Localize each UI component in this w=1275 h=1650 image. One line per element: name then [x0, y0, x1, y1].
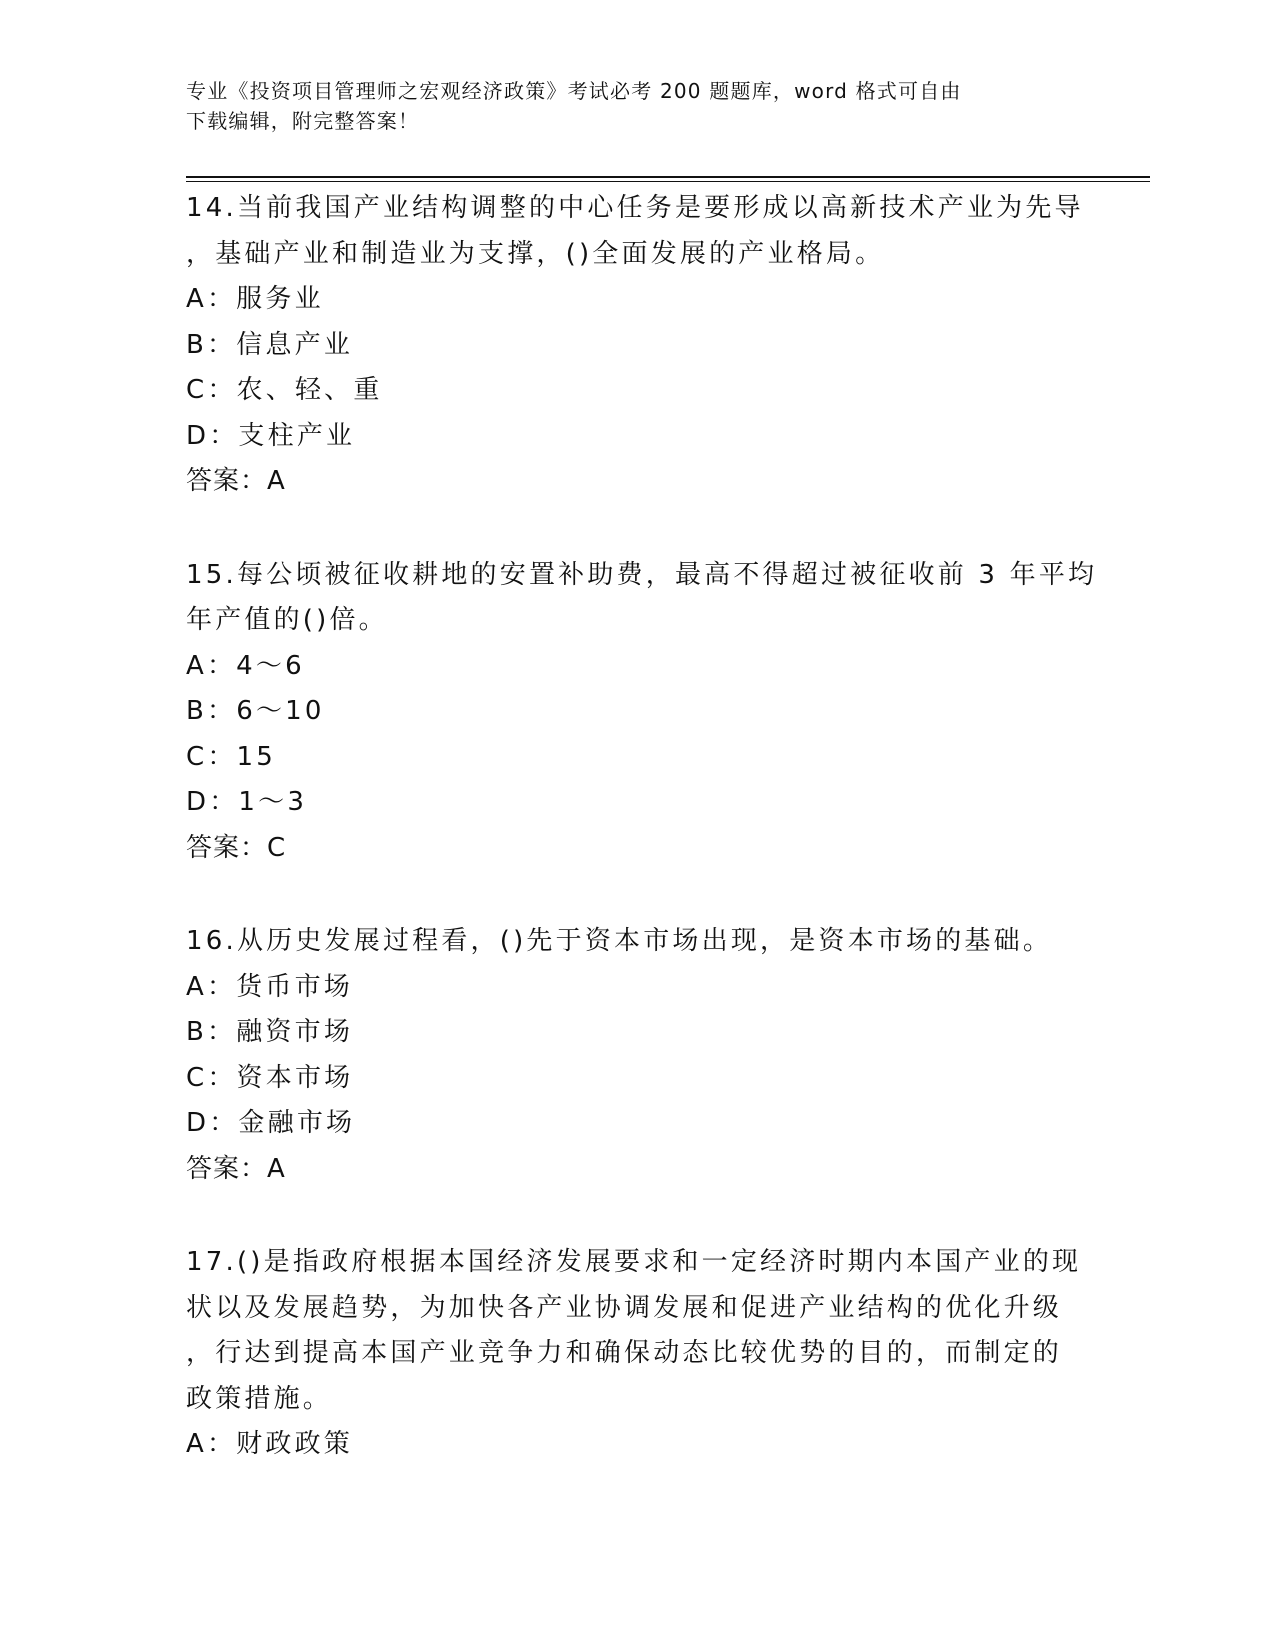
- document-header: [186, 76, 1066, 136]
- answer-value: A: [267, 1153, 286, 1184]
- answer-option: B：融资市场: [186, 1017, 354, 1047]
- answer-option: B：信息产业: [186, 329, 354, 360]
- answer-label: 答案：: [186, 1153, 268, 1184]
- answer-option: D：金融市场: [186, 1108, 356, 1138]
- answer-option: D：支柱产业: [186, 420, 356, 451]
- question-block: [186, 1240, 1086, 1468]
- question-list: [186, 186, 1098, 1516]
- answer-value: C: [267, 832, 287, 863]
- answer-option: C：资本市场: [186, 1062, 354, 1093]
- answer-option: A：服务业: [186, 284, 324, 314]
- answer-option: C：15: [186, 741, 277, 772]
- answer-option: A：货币市场: [186, 971, 353, 1002]
- answer-option: B：6～10: [186, 696, 325, 726]
- question-stem-line: 16.从历史发展过程看，()先于资本市场出现，是资本市场的基础。: [186, 926, 1053, 956]
- answer-label: 答案：: [186, 466, 268, 496]
- question-stem-line: 15.每公顷被征收耕地的安置补助费，最高不得超过被征收前 3 年平均: [186, 559, 1098, 590]
- correct-answer: [186, 459, 1086, 505]
- question-block: [186, 186, 1086, 505]
- answer-label: 答案：: [186, 832, 268, 863]
- question-block: [186, 553, 1098, 872]
- question-stem-line: ，基础产业和制造业为支撑，()全面发展的产业格局。: [186, 238, 885, 269]
- question-stem-line: 政策措施。: [186, 1383, 333, 1414]
- answer-option: A：4～6: [186, 650, 305, 681]
- answer-option: A：财政政策: [186, 1429, 353, 1459]
- answer-option: C：农、轻、重: [186, 375, 383, 405]
- header-line-1: 专业《投资项目管理师之宏观经济政策》考试必考 200 题题库，word 格式可自由: [186, 79, 962, 103]
- question-stem-line: ，行达到提高本国产业竞争力和确保动态比较优势的目的，而制定的: [186, 1338, 1063, 1368]
- question-stem-line: 状以及发展趋势，为加快各产业协调发展和促进产业结构的优化升级: [186, 1292, 1063, 1323]
- question-stem-line: 14.当前我国产业结构调整的中心任务是要形成以高新技术产业为先导: [186, 193, 1084, 223]
- question-stem-line: 年产值的()倍。: [186, 605, 388, 635]
- answer-value: A: [267, 466, 286, 496]
- question-block: [186, 919, 1086, 1192]
- correct-answer: [186, 1147, 1086, 1193]
- answer-option: D：1～3: [186, 787, 308, 817]
- correct-answer: [186, 826, 1086, 872]
- header-line-2: 下载编辑，附完整答案！: [186, 109, 420, 133]
- header-divider: [186, 176, 1150, 182]
- question-stem-line: 17.()是指政府根据本国经济发展要求和一定经济时期内本国产业的现: [186, 1247, 1082, 1277]
